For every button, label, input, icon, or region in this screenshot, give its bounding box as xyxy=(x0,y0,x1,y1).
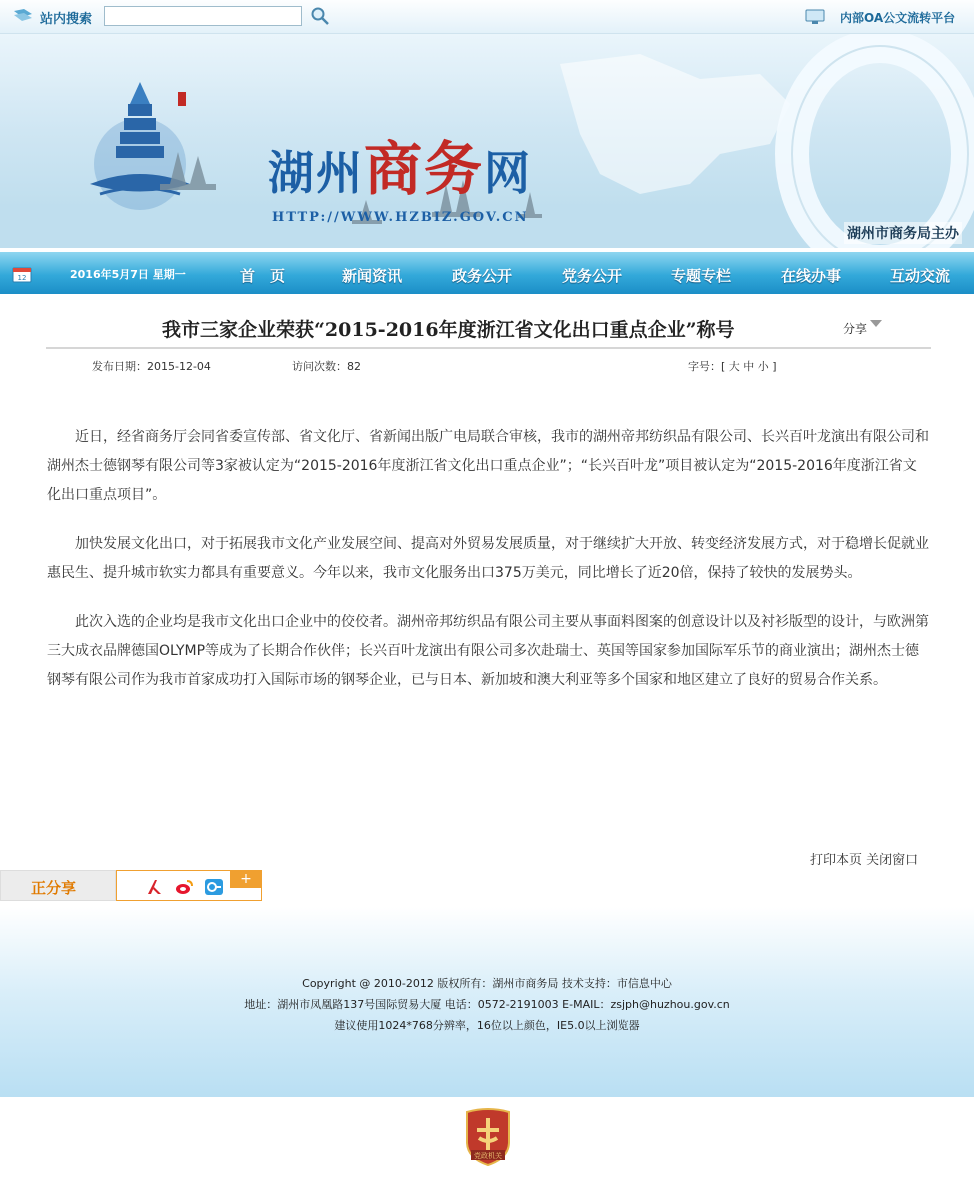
font-size-bracket: ] xyxy=(772,360,777,373)
search-input[interactable] xyxy=(104,6,302,26)
pagoda-logo xyxy=(90,82,190,210)
visit-count xyxy=(292,358,361,374)
share-bar xyxy=(0,870,262,901)
nav-interaction[interactable]: 互动交流 xyxy=(890,267,951,285)
visit-count-label: 访问次数： xyxy=(292,360,347,373)
share-weibo-icon[interactable] xyxy=(175,879,193,895)
font-size-medium-link[interactable]: 中 xyxy=(743,360,755,373)
print-page-link[interactable]: 打印本页 xyxy=(810,853,863,868)
publish-date xyxy=(92,358,211,374)
footer-copyright: Copyright @ 2010-2012 版权所有：湖州市商务局 技术支持：市信息中心 xyxy=(302,977,672,990)
title-divider xyxy=(46,347,931,349)
nav-special-topics[interactable]: 专题专栏 xyxy=(671,267,732,285)
nav-online-services[interactable]: 在线办事 xyxy=(781,267,842,285)
font-size-switcher xyxy=(688,358,777,374)
article-paragraph: 近日，经省商务厅会同省委宣传部、省文化厅、省新闻出版广电局联合审核，我市的湖州帝邦纺织品有限公司、长兴百叶龙演出有限公司和湖州杰士德钢琴有限公司等3家被认定为“2015-2016年度浙江省文化出口重点企业”；“长兴百叶龙”项目被认定为“2015-2016年度浙江省文化出口重点项目”。 xyxy=(47,429,929,503)
article-title: 我市三家企业荣获“2015-2016年度浙江省文化出口重点企业”称号 xyxy=(162,319,735,341)
share-qzone-icon[interactable] xyxy=(205,879,223,895)
search-button-icon[interactable] xyxy=(310,6,330,26)
share-tab-label: 正分享 xyxy=(31,879,77,897)
publish-date-value: 2015-12-04 xyxy=(147,360,211,373)
publish-date-label: 发布日期： xyxy=(92,360,147,373)
font-size-small-link[interactable]: 小 xyxy=(757,360,769,373)
chevron-down-icon[interactable] xyxy=(870,320,882,328)
close-window-link[interactable]: 关闭窗口 xyxy=(866,853,919,868)
search-label: 站内搜索 xyxy=(40,12,93,27)
site-url: HTTP://WWW.HZBIZ.GOV.CN xyxy=(272,210,529,225)
site-title xyxy=(268,122,532,206)
article-paragraph: 此次入选的企业均是我市文化出口企业中的佼佼者。湖州帝邦纺织品有限公司主要从事面料图案的创意设计以及衬衫版型的设计，与欧洲第三大成衣品牌德国OLYMP等成为了长期合作伙伴；长兴百叶龙演出有限公司多次赴瑞士、英国等国家参加国际军乐节的商业演出；湖州杰士德钢琴有限公司作为我市首家成功打入国际市场的钢琴企业，已与日本、新加坡和澳大利亚等多个国家和地区建立了良好的贸易合作关系。 xyxy=(47,614,929,688)
site-title-part3: 网 xyxy=(484,146,533,200)
svg-text:党政机关: 党政机关 xyxy=(474,1152,502,1160)
nav-government-affairs[interactable]: 政务公开 xyxy=(452,267,513,285)
share-dropdown-label[interactable]: 分享 xyxy=(843,322,868,336)
footer-address: 地址：湖州市凤凰路137号国际贸易大厦 电话：0572-2191003 E-MAIL：zsjph@huzhou.gov.cn xyxy=(244,998,730,1011)
share-tab xyxy=(0,870,116,901)
font-size-large-link[interactable]: 大 xyxy=(728,360,740,373)
current-date: 2016年5月7日 星期一 xyxy=(70,268,186,281)
site-host: 湖州市商务局主办 xyxy=(844,222,962,244)
site-title-part2: 商务 xyxy=(364,135,485,203)
nav-news[interactable]: 新闻资讯 xyxy=(342,267,403,285)
nav-party-affairs[interactable]: 党务公开 xyxy=(562,267,623,285)
footer xyxy=(0,907,974,1097)
nav-home[interactable]: 首 页 xyxy=(240,267,286,285)
share-more-button[interactable]: + xyxy=(230,870,262,888)
footer-browser-note: 建议使用1024*768分辨率，16位以上颜色，IE5.0以上浏览器 xyxy=(334,1019,640,1032)
visit-count-value: 82 xyxy=(347,360,361,373)
article-tools xyxy=(810,849,918,868)
monitor-icon xyxy=(805,9,825,25)
share-renren-icon[interactable] xyxy=(145,879,163,895)
article-body xyxy=(47,423,929,715)
top-search-bar xyxy=(0,0,974,34)
font-size-label: 字号：[ xyxy=(688,360,726,373)
site-banner xyxy=(0,34,974,248)
article-paragraph: 加快发展文化出口，对于拓展我市文化产业发展空间、提高对外贸易发展质量，对于继续扩大开放、转变经济发展方式，对于稳增长促就业惠民生、提升城市软实力都具有重要意义。今年以来，我市文化服务出口375万美元，同比增长了近20倍，保持了较快的发展势头。 xyxy=(47,536,929,581)
calendar-icon xyxy=(12,265,32,283)
svg-text:12: 12 xyxy=(17,274,27,282)
oa-platform-link[interactable]: 内部OA公文流转平台 xyxy=(840,11,956,25)
main-nav xyxy=(0,252,974,294)
government-site-badge-icon[interactable] xyxy=(463,1108,513,1166)
site-title-part1: 湖州 xyxy=(268,146,364,200)
search-site-icon xyxy=(12,8,34,24)
